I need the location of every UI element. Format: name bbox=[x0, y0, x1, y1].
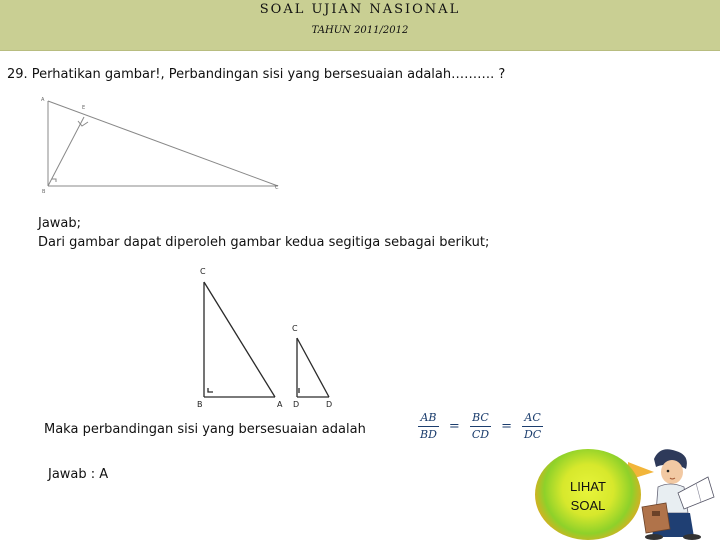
fraction-numerator: AB bbox=[420, 411, 437, 424]
fig1-label-b: B bbox=[42, 189, 46, 195]
header-subtitle: TAHUN 2011/2012 bbox=[311, 25, 409, 36]
header-title: SOAL UJIAN NASIONAL bbox=[259, 2, 461, 17]
jawab-heading: Jawab; bbox=[38, 216, 82, 231]
slide-header bbox=[0, 0, 720, 51]
student-reading-icon bbox=[640, 447, 720, 540]
fig2-label-d2: D bbox=[326, 400, 333, 409]
question-text: 29. Perhatikan gambar!, Perbandingan sisi yang bersesuaian adalah………. ? bbox=[7, 67, 506, 82]
answer-explanation bbox=[38, 214, 489, 252]
triangle-figure-2 bbox=[193, 264, 343, 414]
fraction-ac-dc bbox=[522, 411, 543, 442]
lihat-soal-label: LIHAT SOAL bbox=[570, 479, 606, 513]
fig1-label-a: A bbox=[41, 97, 45, 103]
fraction-bc-cd bbox=[470, 411, 491, 442]
fig1-label-e: E bbox=[82, 105, 86, 111]
equals-sign: = bbox=[501, 419, 512, 434]
fig2-label-c2: C bbox=[292, 324, 298, 333]
fraction-denominator: BD bbox=[420, 428, 437, 441]
fig2-label-b1: B bbox=[197, 400, 203, 409]
fraction-ab-bd bbox=[418, 411, 439, 442]
fraction-numerator: AC bbox=[524, 411, 541, 424]
fraction-bar bbox=[470, 426, 491, 427]
equals-sign: = bbox=[448, 419, 460, 434]
jawab-description: Dari gambar dapat diperoleh gambar kedua segitiga sebagai berikut; bbox=[38, 235, 490, 250]
conclusion-text: Maka perbandingan sisi yang bersesuaian adalah bbox=[44, 422, 366, 437]
fraction-bar bbox=[522, 426, 543, 427]
fraction-bar bbox=[418, 426, 439, 427]
lihat-soal-button[interactable] bbox=[535, 449, 641, 540]
fraction-denominator: CD bbox=[471, 428, 490, 441]
final-answer: Jawab : A bbox=[48, 467, 109, 482]
fig2-label-d1: D bbox=[293, 400, 300, 409]
fraction-numerator: BC bbox=[472, 411, 489, 424]
fig2-label-a1: A bbox=[277, 400, 283, 409]
triangle-figure-1 bbox=[38, 93, 288, 198]
fig1-label-c: C bbox=[275, 185, 279, 191]
fig2-label-c1: C bbox=[200, 267, 206, 276]
fraction-denominator: DC bbox=[523, 428, 542, 441]
ratio-formula bbox=[418, 411, 543, 442]
